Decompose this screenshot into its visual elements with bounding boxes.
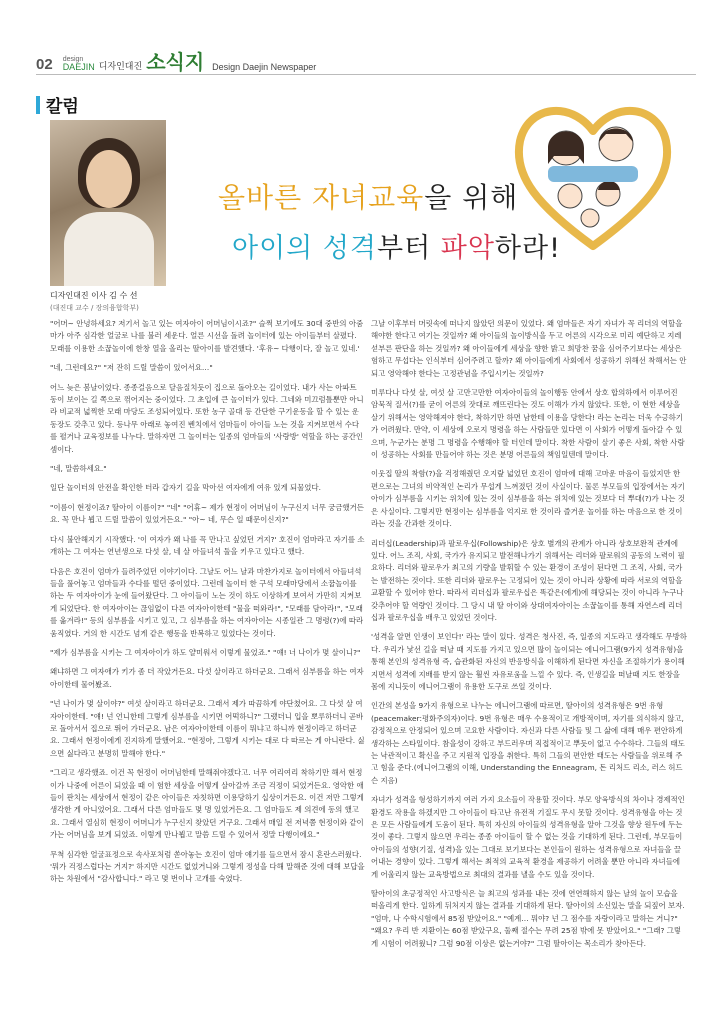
baby-head	[581, 209, 599, 227]
paragraph: 왜냐하면 그 여자애가 키가 좀 더 작았거든요. 다섯 살이라고 하더군요. 그래서 심부름을 하는 여자아이한테 물어봤죠.	[50, 667, 364, 689]
article-right-column	[371, 318, 687, 957]
masthead	[36, 44, 696, 72]
article-left-column	[50, 318, 366, 893]
headline-2-mid: 부터	[377, 233, 441, 264]
paragraph: 인간의 본성을 9가지 유형으로 나누는 에니어그램에 따르면, 딸아이의 성격유형은 9번 유형(peacemaker:평화주의자)이다. 9번 유형은 매우 수용적이고 개방적이며, 자기를 의식하지 않고, 감정적으로 안정되어 있으며 고요한 사람이다. 자신과 다른 사람들 및 그 삶에 대해 매우 편안하게 생각하는 스타일이다. 참을성이 강하고 부드러우며 직접적이고 뿌듯이 없고 수수하다. 그들의 태도는 낙관적이고 확신을 주고 지원적 입장을 취한다. 특히 그들의 편안한 태도는 사람들을 위로해 주고 힘을 준다.(에니어그램의 이해, Understanding the Enneagram, 돈 리처드 리소, 러스 허드슨 지음)	[371, 701, 685, 785]
newspaper-name: Design Daejin Newspaper	[212, 62, 317, 72]
paragraph: 딸아이의 초긍정적인 사고방식은 늘 최고의 성과를 내는 것에 연연해하지 않는 날의 놀이 모습을 떠올리게 한다. 일하게 뒤처지지 않는 결과를 기대하게 된다. 딸아이의 소신있는 말을 되짚어 보자. "엄마, 나 수학시험에서 85점 받았어요." "예계… 뭐야? 넌 그 점수를 자랑이라고 말하는 거니?" "왜요? 우리 반 지환이는 60점 받았구요, 둘째 절수는 무려 25점 밖에 못 받았어요." "그래? 그렇게 시험이 어려웠니? 그럼 90점 이상은 없는거야?" 그럼 딸아이는 목소리가 찾아든다.	[371, 889, 685, 948]
headline-line-1	[218, 176, 518, 216]
daejin-logo	[63, 56, 95, 72]
paragraph: 어느 늦은 봄날이었다. 종종걸음으로 달음질치듯이 집으로 돌아오는 길이었다. 내가 사는 아파트 동이 보이는 길 쪽으로 꺾어지는 중이었다. 그 초입에 큰 놀이터가 있다. 그네와 미끄럼틀뿐만 아니라 비교적 넓찍한 모래 마당도 조성되어있다. 또한 농구 골대 등 간단한 구기운동을 할 수 있는 운동장도 갖추고 있다. 등나무 아래로 놓여진 벤치에서 엄마들이 아이들 노는 것을 지켜보면서 수다를 펼거나 교육정보를 나누다. 말하자면 그 놀이터는 일종의 엄마들의 '사랑방' 역할을 하는 공간인 셈이다.	[50, 382, 364, 454]
paragraph: 미루다나 다섯 살, 여섯 살 고만고만한 여자아이들의 놀이행동 안에서 상호 합의하에서 이루어진 암묵적 질서(?)를 굳이 어른의 잣대로 깨뜨린다는 것도 이해가 가지 않았다. 또한, 이 현한 세상을 살기 위해서는 영악해져야 한다, 착하기만 하면 남한테 이용을 당한다! 라는 논리는 더욱 수긍하기가 어려웠다. 만약, 이 세상에 오로지 명령을 하는 사람들만 있다면 이 사회가 어떻게 돌아갈 수 있으며, 누군가는 분명 그 명령을 수행해야 할 터인데 말이다. 착한 사람이 살기 좋은 사회, 착한 사람이 성공하는 사회를 만들어야 하는 것은 분명 어른들의 책임일텐데 말이다.	[371, 388, 685, 460]
author-affiliation: (대진대 교수 / 장의융합학부)	[50, 304, 139, 312]
headline-line-2	[232, 226, 561, 265]
paragraph: 다음은 호진이 엄마가 들려주었던 이야기이다. 그날도 어느 날과 마찬가지로 놀이터에서 아들녀석들을 풀어놓고 엄마들과 수다를 떨던 중이었다. 그런데 놀이터 한 구석 모래마당에서 소꿉놀이를 하는 두 여자아이가 눈에 들어왔단다. 그 아이들이 노는 것이 하도 이상하게 보여서 가만히 지켜보게 되었단다. 한 여자아이는 끊임없이 다른 여자아이한테 "물을 떠와라!", "모래를 담아라!", "모래를 옮겨라!" 등의 심부름을 시키고 있고, 그 심부름을 하는 여자아이는 시종일관 그 명령(?)에 따라 움직였다. 거의 한 시간도 넘게 같은 행동을 반복하고 있었다는 것이다.	[50, 566, 364, 638]
paragraph: 자녀가 성격을 형성하기까지 여러 가지 요소들이 작용할 것이다. 부모 양육방식의 차이나 경제적인 환경도 작용을 하겠지만 그 아이들이 타고난 유전적 기질도 무시 못할 것이다. 성격유형을 아는 것은 모든 사람들에게 도움이 된다. 특히 자신의 아이들의 성격유형을 알아 그것을 향상 원두에 두는 것이 좋다. 그렇지 않으면 우리는 종종 아이들이 할 수 없는 것을 기대하게 된다. 그런데, 부모들이 아이들의 성향(기질, 성격)을 있는 그대로 보기보다는 본인들이 원하는 성격유형으로 자녀들을 끌어내는 경향이 있다. 그렇게 해서는 최적의 교육적 환경을 제공하기 어려울 뿐만 아니라 자녀들에게 어울리지 않는 교육방법으로 최대의 결과를 낼을 수도 있을 것이다.	[371, 795, 685, 879]
header-rule	[36, 74, 696, 75]
author-body	[64, 212, 154, 286]
paragraph: "넌 나이가 몇 살이야?" 여섯 살이라고 하더군요. 그래서 제가 따끔하게 야단쳤어요. 그 다섯 살 여자아이한테. "얘! 넌 언니한테 그렇게 심부름을 시키면 어떡하니?" 그랬더니 입을 뽀루하더니 곧바로 돌아서서 집으로 뛰어 가더군요. 남은 여자아이한테 이름이 뭐냐고 하니까 현정이라고 하더군요. 그래서 현정이에게 진지하게 말했어요. "현정아, 그렇게 시키는 대로 다 따르는 게 아니란다. 싫으면 싫다라고 분명히 말해야 한다."	[50, 699, 365, 758]
paragraph: "그리고 생각했죠. 이건 꼭 현정이 어머님한테 말해줘야겠다고. 너무 여리여리 착하기만 해서 현정이가 나중에 어른이 되었을 때 이 험한 세상을 어떻게 살아갈까 조금 걱정이 되었거든요. 영악한 애들이 판치는 세상에서 현정이 같은 아이들은 자칫하면 이용당하기 십상이거든요. 이건 저만 그렇게 생각한 게 아니었어요. 그래서 다른 엄마들도 몇 명 있었거든요. 그 엄마들도 제 의견에 동의 했고요. 그래서 열심히 현정이 어머니가 누구신지 찾았던 거구요. 그래서 매일 전 저녁쯤 현정이와 같이가는 어머님을 보게 되었죠. 이렇게 만나뵙고 말씀 드릴 수 있어서 정말 다행이에요."	[50, 768, 364, 840]
section-label: 칼럼	[46, 97, 79, 117]
page-number: 02	[36, 56, 53, 73]
author-name: 디자인대진 이사 김 수 선	[50, 291, 138, 300]
author-face	[86, 150, 132, 208]
headline-1-accent: 올바른 자녀교육	[218, 181, 425, 214]
paragraph: '성격을 알면 인생이 보인다!' 라는 말이 있다. 성격은 청사진, 즉, 일종의 지도라고 생각해도 무방하다. 우리가 낯선 길을 떠날 때 지도를 가지고 있으면 많이 놀이되는 에니어그램(9가지 성격유형)을 통해 본인의 성격유형 즉, 습관화된 자신의 반응방식을 이해하게 된다면 자신을 조절하기가 용이해지면서 성격에 지배를 받지 않는 훨씬 자유로움을 느낄 수 있다. 즉, 인생길을 떠날때 지도 한장을 몸에 지니듯이 에니어그램이 유용한 도구로 쓰일 것이다.	[371, 632, 687, 691]
paragraph: 일단 놀이터의 안전을 확인한 터라 갑자기 길을 막아선 여자에게 여유 있게 되물었다.	[50, 483, 321, 493]
family-bodies	[548, 166, 638, 182]
logo-name-kr: 디자인대진	[98, 62, 143, 72]
paragraph: 다시 불안해지기 시작했다. '이 여자가 왜 나를 꼭 만나고 싶었던 거지?' 호진이 엄마라고 자기를 소개하는 그 여자는 연년생으로 다섯 살, 네 살 아들녀석 둘을 키우고 있다고 했다.	[50, 534, 365, 557]
newsletter-logo: 소식지	[146, 50, 205, 74]
paragraph: "어머~ 안녕하세요? 저기서 놀고 있는 여자아이 어머님이시죠?" 슬쩍 보기에도 30대 중반의 아줌마가 아주 심각한 얼굴로 나를 불러 세운다. 얼른 시선을 돌려 놀이터에 있는 아이들부터 살폈다. 모래를 이용한 소꿉놀이에 한창 열을 올리는 딸아이를 발견했다. '후유~ 다행이다, 잘 놀고 있네.'	[50, 319, 364, 353]
headline-1-end: 을 위해	[424, 181, 519, 214]
logo-small-top: design	[62, 56, 84, 63]
paragraph: 이웃집 딸의 착함(?)을 걱정해줬던 오지랖 넓었던 호진이 엄마에 대해 고마운 마음이 들었지만 한편으로는 그녀의 비약적인 논리가 무섭게 느껴졌던 것이 사실이다. 물론 부모들의 입장에서는 자기 아이가 심부름을 시키는 위치에 있는 것이 심부름을 하는 위치에 있는 것보다 더 뿌대(?)가 나는 것은 사실이다. 그렇지만 현정이는 심부름을 억지로 한 것이라 즐거운 놀이를 하는 마음으로 한 것이라는 것을 간과한 것이다.	[371, 469, 685, 529]
headline-2-end: 하라!	[494, 233, 561, 264]
child-left-head	[558, 184, 582, 208]
logo-small-name: DAEJIN	[62, 62, 95, 72]
headline-2-pink: 파악	[440, 233, 495, 264]
paragraph: "제가 심부름을 시키는 그 여자아이가 하도 얄미워서 이렇게 물었죠." "얘! 너 나이가 몇 살이니?"	[50, 647, 361, 657]
paragraph: 그날 이후부터 머릿속에 떠나지 않았던 의문이 있었다. 왜 엄마들은 자기 자녀가 꼭 리더의 역할을 해야한 한다고 여기는 것일까? 왜 아이들의 놀이방식을 두고 어른의 시각으로 미리 예단하고 지레 섣부른 판단을 하는 것일까? 왜 아이들에게 세상을 향한 밝고 희망찬 꿈을 심어주기보다는 세상은 험하고 무섭다는 인식부터 심어주려고 할까? 왜 아이들에게 사회에서 성공하기 위해선 착해서는 안되고 영악해야 한다는 고정관념을 주입시키는 것일까?	[371, 319, 687, 378]
paragraph: "이름이 현정이죠? 딸아이 이름이?" "네" "어휴~ 제가 현정이 어머님이 누구신지 너무 궁금했거든요. 꼭 만나 뵙고 드릴 말씀이 있었거든요." "아~ 네, 무슨 일 때문이신지?"	[50, 502, 364, 525]
paragraph: 무척 심각한 얼굴표정으로 속사포처럼 쏟아놓는 호진이 엄마 얘기를 들으면서 잠시 혼란스러웠다. '뭐가 걱정스럽다는 거지?' 하지만 시간도 없었거니와 그렇게 정성을 다해 말해준 것에 대해 보답을 하는 차원에서 "감사합니다." 라고 몇 번이나 고개를 숙였다.	[50, 849, 365, 884]
section-heading	[36, 92, 79, 117]
headline-2-accent: 아이의 성격	[232, 233, 377, 264]
section-marker	[36, 96, 40, 114]
paragraph: 리더십(Leadership)과 팔로우십(Followship)은 상호 별개의 관계가 아니라 상호보완적 관계에 있다. 어느 조직, 사회, 국가가 유지되고 발전해나가기 위해서는 리더와 팔로워의 공동의 노력이 필요하다. 리더와 팔로우가 최고의 기량을 발휘할 수 있는 환경이 조성이 된다면 그 조직, 사회, 국가는 발전하는 것이다. 또한 리더와 팔로우는 고정되어 있는 것이 아니라 상황에 따라 서로의 역할을 교환할 수 있어야 한다. 따라서 리더십과 팔로우십은 똑같은(에게)에 해당되는 것이 아니라 누구나 갖추어야 할 역량인 것이다. 그 당시 내 딸 아이와 상대여자아이는 소꿉놀이를 통해 자연스레 리더십과 팔로우십을 배우고 있었던 것이다.	[371, 538, 685, 622]
paragraph: "네, 그런데요?" "저 잔히 드릴 말씀이 있어서요…"	[50, 363, 213, 373]
author-photo	[50, 120, 166, 286]
author-caption	[50, 290, 210, 313]
child-hair	[598, 181, 620, 190]
paragraph: "네, 말씀하세요."	[50, 464, 107, 474]
